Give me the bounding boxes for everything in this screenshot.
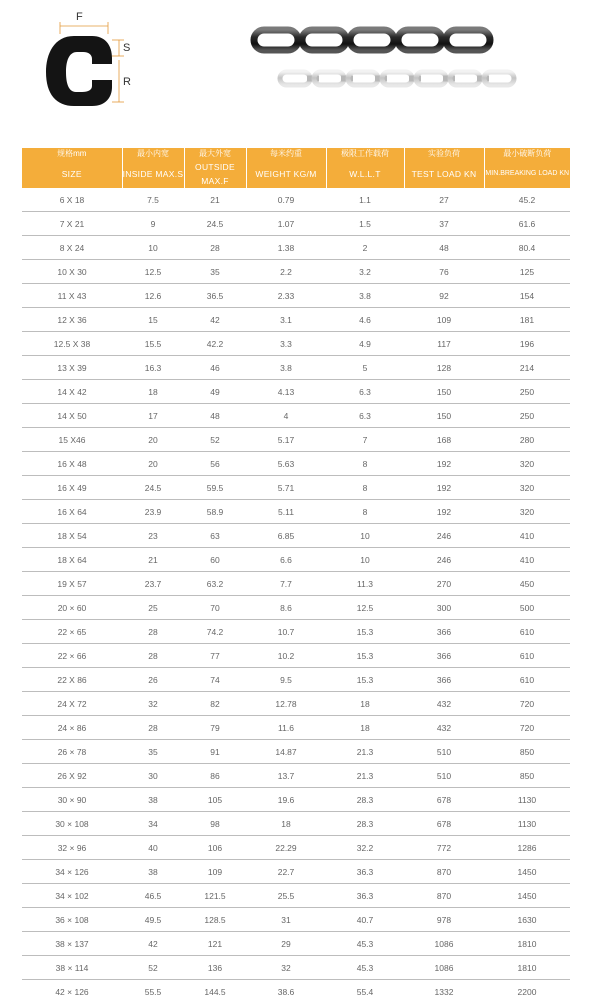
outside-cell: 59.5 bbox=[184, 476, 246, 500]
inside-cell: 12.5 bbox=[122, 260, 184, 284]
inside-cell: 38 bbox=[122, 860, 184, 884]
outside-cell: 77 bbox=[184, 644, 246, 668]
table-row bbox=[22, 212, 570, 236]
breaking-cell: 2200 bbox=[484, 980, 570, 1003]
wll-cell: 6.3 bbox=[326, 404, 404, 428]
size-cell: 22 × 66 bbox=[22, 644, 122, 668]
inside-cell: 30 bbox=[122, 764, 184, 788]
col-header-inside-cn: 最小内宽 bbox=[122, 148, 184, 160]
testload-cell: 432 bbox=[404, 716, 484, 740]
testload-cell: 366 bbox=[404, 668, 484, 692]
table-row bbox=[22, 500, 570, 524]
breaking-cell: 410 bbox=[484, 548, 570, 572]
size-cell: 26 X 92 bbox=[22, 764, 122, 788]
col-header-inside-en: INSIDE MAX.S bbox=[122, 160, 184, 188]
size-cell: 34 × 126 bbox=[22, 860, 122, 884]
col-header-weight-en: WEIGHT KG/M bbox=[246, 160, 326, 188]
breaking-cell: 450 bbox=[484, 572, 570, 596]
breaking-cell: 125 bbox=[484, 260, 570, 284]
testload-cell: 300 bbox=[404, 596, 484, 620]
size-cell: 6 X 18 bbox=[22, 188, 122, 212]
size-cell: 14 X 42 bbox=[22, 380, 122, 404]
breaking-cell: 320 bbox=[484, 500, 570, 524]
testload-cell: 192 bbox=[404, 500, 484, 524]
testload-cell: 1086 bbox=[404, 956, 484, 980]
size-cell: 30 × 90 bbox=[22, 788, 122, 812]
testload-cell: 678 bbox=[404, 788, 484, 812]
table-row bbox=[22, 932, 570, 956]
wll-cell: 18 bbox=[326, 692, 404, 716]
inside-cell: 7.5 bbox=[122, 188, 184, 212]
inside-cell: 42 bbox=[122, 932, 184, 956]
breaking-cell: 720 bbox=[484, 692, 570, 716]
wll-cell: 10 bbox=[326, 524, 404, 548]
outside-cell: 70 bbox=[184, 596, 246, 620]
col-header-breaking-cn: 最小破断负荷 bbox=[484, 148, 570, 160]
black-chain-icon bbox=[254, 30, 510, 50]
outside-cell: 24.5 bbox=[184, 212, 246, 236]
table-body bbox=[22, 188, 570, 1003]
breaking-cell: 45.2 bbox=[484, 188, 570, 212]
wll-cell: 4.6 bbox=[326, 308, 404, 332]
table-row bbox=[22, 476, 570, 500]
breaking-cell: 280 bbox=[484, 428, 570, 452]
size-cell: 26 × 78 bbox=[22, 740, 122, 764]
size-cell: 22 × 65 bbox=[22, 620, 122, 644]
inside-cell: 32 bbox=[122, 692, 184, 716]
inside-cell: 23 bbox=[122, 524, 184, 548]
wll-cell: 4.9 bbox=[326, 332, 404, 356]
weight-cell: 2.33 bbox=[246, 284, 326, 308]
wll-cell: 15.3 bbox=[326, 644, 404, 668]
testload-cell: 870 bbox=[404, 884, 484, 908]
testload-cell: 870 bbox=[404, 860, 484, 884]
table-row bbox=[22, 332, 570, 356]
wll-cell: 28.3 bbox=[326, 788, 404, 812]
outside-cell: 46 bbox=[184, 356, 246, 380]
weight-cell: 3.3 bbox=[246, 332, 326, 356]
inside-cell: 38 bbox=[122, 788, 184, 812]
weight-cell: 22.7 bbox=[246, 860, 326, 884]
table-row bbox=[22, 356, 570, 380]
outside-cell: 74 bbox=[184, 668, 246, 692]
weight-cell: 1.07 bbox=[246, 212, 326, 236]
size-cell: 13 X 39 bbox=[22, 356, 122, 380]
wll-cell: 5 bbox=[326, 356, 404, 380]
breaking-cell: 320 bbox=[484, 452, 570, 476]
table-row bbox=[22, 380, 570, 404]
outside-cell: 63.2 bbox=[184, 572, 246, 596]
testload-cell: 48 bbox=[404, 236, 484, 260]
weight-cell: 5.71 bbox=[246, 476, 326, 500]
outside-cell: 91 bbox=[184, 740, 246, 764]
dim-label-f: F bbox=[76, 11, 83, 23]
outside-cell: 35 bbox=[184, 260, 246, 284]
weight-cell: 4 bbox=[246, 404, 326, 428]
testload-cell: 510 bbox=[404, 764, 484, 788]
breaking-cell: 610 bbox=[484, 620, 570, 644]
size-cell: 32 × 96 bbox=[22, 836, 122, 860]
size-cell: 24 X 72 bbox=[22, 692, 122, 716]
inside-cell: 25 bbox=[122, 596, 184, 620]
table-row bbox=[22, 644, 570, 668]
size-cell: 16 X 64 bbox=[22, 500, 122, 524]
breaking-cell: 1130 bbox=[484, 812, 570, 836]
size-cell: 42 × 126 bbox=[22, 980, 122, 1003]
size-cell: 12.5 X 38 bbox=[22, 332, 122, 356]
size-cell: 16 X 49 bbox=[22, 476, 122, 500]
outside-cell: 106 bbox=[184, 836, 246, 860]
breaking-cell: 80.4 bbox=[484, 236, 570, 260]
testload-cell: 978 bbox=[404, 908, 484, 932]
inside-cell: 18 bbox=[122, 380, 184, 404]
testload-cell: 510 bbox=[404, 740, 484, 764]
weight-cell: 31 bbox=[246, 908, 326, 932]
size-cell: 19 X 57 bbox=[22, 572, 122, 596]
inside-cell: 40 bbox=[122, 836, 184, 860]
inside-cell: 24.5 bbox=[122, 476, 184, 500]
outside-cell: 42 bbox=[184, 308, 246, 332]
header-row-english bbox=[22, 160, 570, 188]
col-header-weight-cn: 每米约重 bbox=[246, 148, 326, 160]
table-row bbox=[22, 572, 570, 596]
breaking-cell: 1450 bbox=[484, 884, 570, 908]
wll-cell: 7 bbox=[326, 428, 404, 452]
wll-cell: 3.8 bbox=[326, 284, 404, 308]
weight-cell: 6.6 bbox=[246, 548, 326, 572]
weight-cell: 9.5 bbox=[246, 668, 326, 692]
size-cell: 15 X46 bbox=[22, 428, 122, 452]
breaking-cell: 61.6 bbox=[484, 212, 570, 236]
testload-cell: 678 bbox=[404, 812, 484, 836]
weight-cell: 14.87 bbox=[246, 740, 326, 764]
testload-cell: 366 bbox=[404, 620, 484, 644]
wll-cell: 18 bbox=[326, 716, 404, 740]
wll-cell: 2 bbox=[326, 236, 404, 260]
weight-cell: 5.17 bbox=[246, 428, 326, 452]
col-header-breaking-en: MIN.BREAKING LOAD KN bbox=[484, 160, 570, 188]
weight-cell: 12.78 bbox=[246, 692, 326, 716]
table-row bbox=[22, 884, 570, 908]
inside-cell: 10 bbox=[122, 236, 184, 260]
table-row bbox=[22, 428, 570, 452]
testload-cell: 366 bbox=[404, 644, 484, 668]
inside-cell: 28 bbox=[122, 716, 184, 740]
outside-cell: 144.5 bbox=[184, 980, 246, 1003]
weight-cell: 1.38 bbox=[246, 236, 326, 260]
testload-cell: 150 bbox=[404, 404, 484, 428]
outside-cell: 63 bbox=[184, 524, 246, 548]
wll-cell: 6.3 bbox=[326, 380, 404, 404]
testload-cell: 772 bbox=[404, 836, 484, 860]
outside-cell: 28 bbox=[184, 236, 246, 260]
testload-cell: 109 bbox=[404, 308, 484, 332]
breaking-cell: 850 bbox=[484, 740, 570, 764]
wll-cell: 11.3 bbox=[326, 572, 404, 596]
col-header-outside-cn: 最大外宽 bbox=[184, 148, 246, 160]
inside-cell: 17 bbox=[122, 404, 184, 428]
inside-cell: 26 bbox=[122, 668, 184, 692]
inside-cell: 9 bbox=[122, 212, 184, 236]
testload-cell: 246 bbox=[404, 548, 484, 572]
breaking-cell: 214 bbox=[484, 356, 570, 380]
outside-cell: 136 bbox=[184, 956, 246, 980]
size-cell: 16 X 48 bbox=[22, 452, 122, 476]
table-row bbox=[22, 452, 570, 476]
inside-cell: 21 bbox=[122, 548, 184, 572]
col-header-size-en: SIZE bbox=[22, 160, 122, 188]
outside-cell: 36.5 bbox=[184, 284, 246, 308]
testload-cell: 128 bbox=[404, 356, 484, 380]
inside-cell: 35 bbox=[122, 740, 184, 764]
header-graphics bbox=[0, 0, 608, 145]
weight-cell: 4.13 bbox=[246, 380, 326, 404]
table-row bbox=[22, 404, 570, 428]
chain-spec-table bbox=[22, 148, 570, 1003]
breaking-cell: 610 bbox=[484, 668, 570, 692]
wll-cell: 40.7 bbox=[326, 908, 404, 932]
weight-cell: 13.7 bbox=[246, 764, 326, 788]
size-cell: 34 × 102 bbox=[22, 884, 122, 908]
size-cell: 8 X 24 bbox=[22, 236, 122, 260]
outside-cell: 58.9 bbox=[184, 500, 246, 524]
wll-cell: 21.3 bbox=[326, 764, 404, 788]
breaking-cell: 250 bbox=[484, 380, 570, 404]
breaking-cell: 610 bbox=[484, 644, 570, 668]
outside-cell: 49 bbox=[184, 380, 246, 404]
outside-cell: 105 bbox=[184, 788, 246, 812]
table-row bbox=[22, 836, 570, 860]
table-row bbox=[22, 548, 570, 572]
outside-cell: 74.2 bbox=[184, 620, 246, 644]
weight-cell: 2.2 bbox=[246, 260, 326, 284]
table-row bbox=[22, 260, 570, 284]
outside-cell: 109 bbox=[184, 860, 246, 884]
size-cell: 14 X 50 bbox=[22, 404, 122, 428]
testload-cell: 270 bbox=[404, 572, 484, 596]
table-row bbox=[22, 308, 570, 332]
testload-cell: 27 bbox=[404, 188, 484, 212]
table-row bbox=[22, 908, 570, 932]
testload-cell: 76 bbox=[404, 260, 484, 284]
inside-cell: 20 bbox=[122, 428, 184, 452]
inside-cell: 46.5 bbox=[122, 884, 184, 908]
outside-cell: 52 bbox=[184, 428, 246, 452]
table-row bbox=[22, 236, 570, 260]
weight-cell: 11.6 bbox=[246, 716, 326, 740]
weight-cell: 5.11 bbox=[246, 500, 326, 524]
inside-cell: 49.5 bbox=[122, 908, 184, 932]
outside-cell: 86 bbox=[184, 764, 246, 788]
breaking-cell: 250 bbox=[484, 404, 570, 428]
size-cell: 30 × 108 bbox=[22, 812, 122, 836]
breaking-cell: 181 bbox=[484, 308, 570, 332]
weight-cell: 3.1 bbox=[246, 308, 326, 332]
table-row bbox=[22, 188, 570, 212]
inside-cell: 23.7 bbox=[122, 572, 184, 596]
inside-cell: 34 bbox=[122, 812, 184, 836]
outside-cell: 121.5 bbox=[184, 884, 246, 908]
wll-cell: 1.1 bbox=[326, 188, 404, 212]
wll-cell: 36.3 bbox=[326, 860, 404, 884]
table-row bbox=[22, 740, 570, 764]
testload-cell: 1086 bbox=[404, 932, 484, 956]
wll-cell: 10 bbox=[326, 548, 404, 572]
inside-cell: 55.5 bbox=[122, 980, 184, 1003]
size-cell: 20 × 60 bbox=[22, 596, 122, 620]
size-cell: 24 × 86 bbox=[22, 716, 122, 740]
weight-cell: 38.6 bbox=[246, 980, 326, 1003]
size-cell: 12 X 36 bbox=[22, 308, 122, 332]
wll-cell: 32.2 bbox=[326, 836, 404, 860]
breaking-cell: 196 bbox=[484, 332, 570, 356]
inside-cell: 23.9 bbox=[122, 500, 184, 524]
breaking-cell: 1286 bbox=[484, 836, 570, 860]
table-row bbox=[22, 692, 570, 716]
breaking-cell: 850 bbox=[484, 764, 570, 788]
col-header-testload-en: TEST LOAD KN bbox=[404, 160, 484, 188]
inside-cell: 15.5 bbox=[122, 332, 184, 356]
wll-cell: 12.5 bbox=[326, 596, 404, 620]
wll-cell: 45.3 bbox=[326, 956, 404, 980]
weight-cell: 7.7 bbox=[246, 572, 326, 596]
outside-cell: 82 bbox=[184, 692, 246, 716]
weight-cell: 19.6 bbox=[246, 788, 326, 812]
breaking-cell: 1450 bbox=[484, 860, 570, 884]
size-cell: 38 × 114 bbox=[22, 956, 122, 980]
breaking-cell: 1810 bbox=[484, 956, 570, 980]
inside-cell: 20 bbox=[122, 452, 184, 476]
wll-cell: 15.3 bbox=[326, 668, 404, 692]
table-row bbox=[22, 812, 570, 836]
testload-cell: 192 bbox=[404, 452, 484, 476]
weight-cell: 5.63 bbox=[246, 452, 326, 476]
breaking-cell: 1630 bbox=[484, 908, 570, 932]
table-row bbox=[22, 716, 570, 740]
size-cell: 18 X 64 bbox=[22, 548, 122, 572]
dim-label-r: R bbox=[123, 76, 131, 88]
testload-cell: 117 bbox=[404, 332, 484, 356]
weight-cell: 32 bbox=[246, 956, 326, 980]
outside-cell: 56 bbox=[184, 452, 246, 476]
breaking-cell: 1130 bbox=[484, 788, 570, 812]
wll-cell: 3.2 bbox=[326, 260, 404, 284]
col-header-outside-en: OUTSIDE MAX.F bbox=[184, 160, 246, 188]
wll-cell: 45.3 bbox=[326, 932, 404, 956]
weight-cell: 6.85 bbox=[246, 524, 326, 548]
col-header-wll-cn: 极限工作载荷 bbox=[326, 148, 404, 160]
weight-cell: 8.6 bbox=[246, 596, 326, 620]
weight-cell: 10.2 bbox=[246, 644, 326, 668]
size-cell: 10 X 30 bbox=[22, 260, 122, 284]
weight-cell: 18 bbox=[246, 812, 326, 836]
breaking-cell: 720 bbox=[484, 716, 570, 740]
table-row bbox=[22, 284, 570, 308]
size-cell: 11 X 43 bbox=[22, 284, 122, 308]
outside-cell: 21 bbox=[184, 188, 246, 212]
col-header-size-cn: 规格mm bbox=[22, 148, 122, 160]
testload-cell: 168 bbox=[404, 428, 484, 452]
outside-cell: 121 bbox=[184, 932, 246, 956]
table-row bbox=[22, 668, 570, 692]
inside-cell: 16.3 bbox=[122, 356, 184, 380]
outside-cell: 79 bbox=[184, 716, 246, 740]
breaking-cell: 320 bbox=[484, 476, 570, 500]
chain-link-profile-icon bbox=[46, 36, 112, 106]
breaking-cell: 154 bbox=[484, 284, 570, 308]
wll-cell: 15.3 bbox=[326, 620, 404, 644]
inside-cell: 52 bbox=[122, 956, 184, 980]
weight-cell: 10.7 bbox=[246, 620, 326, 644]
outside-cell: 48 bbox=[184, 404, 246, 428]
col-header-wll-en: W.L.L.T bbox=[326, 160, 404, 188]
wll-cell: 8 bbox=[326, 500, 404, 524]
testload-cell: 37 bbox=[404, 212, 484, 236]
dim-label-s: S bbox=[123, 42, 130, 54]
table-row bbox=[22, 956, 570, 980]
weight-cell: 22.29 bbox=[246, 836, 326, 860]
inside-cell: 15 bbox=[122, 308, 184, 332]
wll-cell: 21.3 bbox=[326, 740, 404, 764]
weight-cell: 0.79 bbox=[246, 188, 326, 212]
table-row bbox=[22, 524, 570, 548]
wll-cell: 55.4 bbox=[326, 980, 404, 1003]
outside-cell: 60 bbox=[184, 548, 246, 572]
testload-cell: 246 bbox=[404, 524, 484, 548]
wll-cell: 1.5 bbox=[326, 212, 404, 236]
silver-chain-icon bbox=[280, 72, 514, 85]
breaking-cell: 500 bbox=[484, 596, 570, 620]
wll-cell: 36.3 bbox=[326, 884, 404, 908]
testload-cell: 192 bbox=[404, 476, 484, 500]
testload-cell: 432 bbox=[404, 692, 484, 716]
weight-cell: 29 bbox=[246, 932, 326, 956]
size-cell: 38 × 137 bbox=[22, 932, 122, 956]
testload-cell: 92 bbox=[404, 284, 484, 308]
weight-cell: 25.5 bbox=[246, 884, 326, 908]
testload-cell: 150 bbox=[404, 380, 484, 404]
breaking-cell: 1810 bbox=[484, 932, 570, 956]
table-row bbox=[22, 980, 570, 1003]
wll-cell: 8 bbox=[326, 476, 404, 500]
outside-cell: 128.5 bbox=[184, 908, 246, 932]
inside-cell: 12.6 bbox=[122, 284, 184, 308]
size-cell: 36 × 108 bbox=[22, 908, 122, 932]
inside-cell: 28 bbox=[122, 644, 184, 668]
size-cell: 22 X 86 bbox=[22, 668, 122, 692]
outside-cell: 42.2 bbox=[184, 332, 246, 356]
outside-cell: 98 bbox=[184, 812, 246, 836]
table-row bbox=[22, 764, 570, 788]
size-cell: 7 X 21 bbox=[22, 212, 122, 236]
table-row bbox=[22, 620, 570, 644]
table-row bbox=[22, 788, 570, 812]
wll-cell: 28.3 bbox=[326, 812, 404, 836]
wll-cell: 8 bbox=[326, 452, 404, 476]
weight-cell: 3.8 bbox=[246, 356, 326, 380]
table-row bbox=[22, 860, 570, 884]
size-cell: 18 X 54 bbox=[22, 524, 122, 548]
col-header-testload-cn: 实验负荷 bbox=[404, 148, 484, 160]
breaking-cell: 410 bbox=[484, 524, 570, 548]
inside-cell: 28 bbox=[122, 620, 184, 644]
testload-cell: 1332 bbox=[404, 980, 484, 1003]
header-row-chinese bbox=[22, 148, 570, 160]
table-row bbox=[22, 596, 570, 620]
